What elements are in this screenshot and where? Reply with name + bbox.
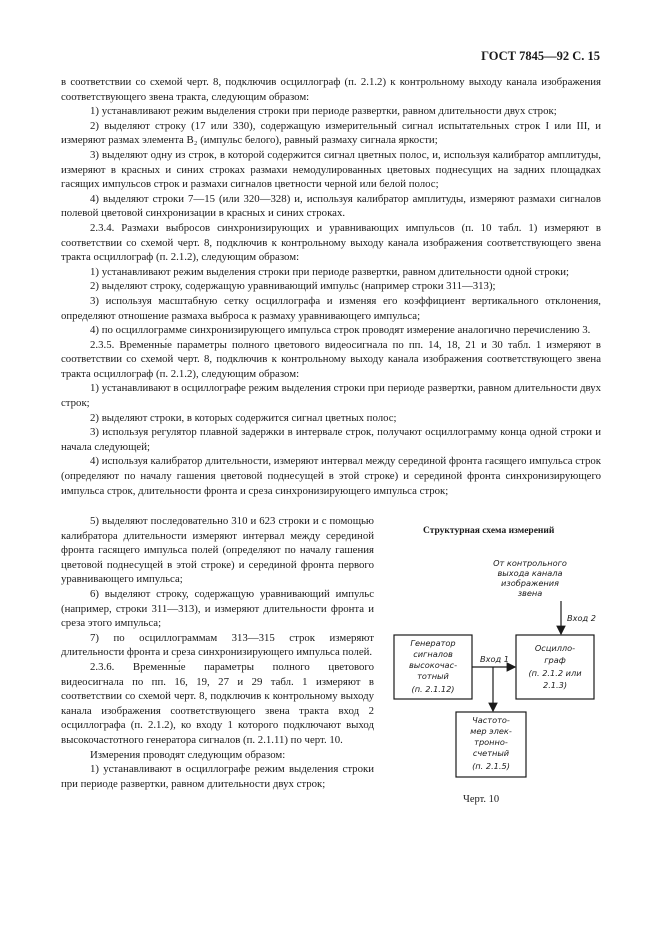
svg-text:выхода канала: выхода канала (497, 568, 563, 578)
paragraph: 1) устанавливают в осциллографе режим выделения строки при периоде развертки, равном длительности двух строк; (61, 763, 374, 790)
svg-text:Генератор: Генератор (410, 638, 456, 648)
paragraph: Измерения проводят следующим образом: (90, 748, 286, 761)
generator-label (409, 638, 457, 694)
oscillograph-label (528, 643, 582, 690)
input1-label: Вход 1 (480, 654, 509, 664)
full-width-text (61, 75, 601, 498)
svg-text:тотный: тотный (417, 671, 449, 681)
svg-text:звена: звена (517, 588, 543, 598)
figure-title: Структурная схема измерений (423, 526, 555, 536)
svg-text:мер элек-: мер элек- (470, 726, 512, 736)
measurement-diagram (380, 545, 610, 785)
paragraph: 1) устанавливают в осциллографе режим выделения строки при периоде развертки, равном длительности двух строк; (61, 382, 601, 410)
svg-text:сигналов: сигналов (413, 649, 453, 659)
svg-text:(п. 2.1.5): (п. 2.1.5) (472, 761, 510, 771)
svg-text:Осцилло-: Осцилло- (534, 643, 576, 653)
svg-text:(п. 2.1.2 или: (п. 2.1.2 или (528, 668, 582, 678)
svg-text:Частото-: Частото- (472, 715, 510, 725)
svg-text:счетный: счетный (472, 748, 510, 758)
paragraph: 1) устанавливают режим выделения строки при периоде развертки, равном длительности одной строки; (90, 265, 570, 278)
svg-text:От контрольного: От контрольного (493, 558, 567, 568)
paragraph: 2) выделяют строку (17 или 330), содержащую измерительный сигнал испытательных строк I или III, и измеряют размах элемента В₂ (импульс белого), равный размаху сигнала яркости; (61, 119, 601, 147)
frequency-counter-label (470, 715, 512, 771)
input2-label: Вход 2 (567, 613, 596, 623)
column-text (61, 514, 374, 791)
paragraph: 1) устанавливают режим выделения строки при периоде развертки, равном длительности двух строк; (90, 105, 557, 118)
paragraph: 2.3.5. Временны́е параметры полного цветового видеосигнала по пп. 14, 18, 21 и 30 табл. 1 измеряют в соответствии со схемой черт. 8, подключив к контрольному выходу канала изображения соответствующего звена тракта осциллограф (п. 2.1.2), следующим образом: (61, 338, 601, 380)
paragraph: 2) выделяют строку, содержащую уравнивающий импульс (например строки 311—313); (90, 280, 496, 293)
paragraph: 3) выделяют одну из строк, в которой содержится сигнал цветных полос, и, используя калибратор амплитуды, измеряют в красных и синих строках размахи немодулированных цветовых поднесущих на задних площадках гасящих импульсов строк и размахи сигналов цветности черной или белой полос; (61, 148, 601, 191)
paragraph: 7) по осциллограммам 313—315 строк измеряют длительности фронта и среза синхронизирующего импульса полей. (61, 631, 374, 659)
source-label (493, 558, 567, 598)
paragraph: 3) используя регулятор плавной задержки в интервале строк, получают осциллограмму конца одной строки и начала следующей; (61, 426, 601, 453)
paragraph: 2.3.4. Размахи выбросов синхронизирующих и уравнивающих импульсов (п. 10 табл. 1) измеряют в соответствии со схемой черт. 8, подключив к контрольному выходу канала изображения соответствующего звена тракта осциллограф (п. 2.1.2), следующим образом: (61, 221, 601, 264)
paragraph: 6) выделяют строку, содержащую уравнивающий импульс (например, строки 311—313), и измеряют длительности фронта и среза этого импульса; (61, 587, 374, 630)
paragraph: в соответствии со схемой черт. 8, подключив осциллограф (п. 2.1.2) к контрольному выходу канала изображения соответствующего звена тракта, следующим образом: (61, 76, 601, 103)
svg-text:высокочас-: высокочас- (408, 660, 458, 670)
page-header: ГОСТ 7845—92 С. 15 (481, 49, 600, 63)
paragraph: 4) по осциллограмме синхронизирующего импульса строк проводят измерение аналогично перечислению 3. (90, 324, 591, 337)
svg-text:изображения: изображения (501, 578, 559, 588)
svg-text:тронно-: тронно- (474, 737, 508, 747)
paragraph: 2) выделяют строки, в которых содержится сигнал цветных полос; (90, 411, 397, 424)
paragraph: 5) выделяют последовательно 310 и 623 строки и с помощью калибратора длительности измеряют интервал между серединой фронта гасящего импульса полей (определяют по началу гашения цветовой поднесущей в этой строке) и серединой фронта первого уравнивающего импульса; (61, 515, 374, 586)
figure-caption: Черт. 10 (463, 794, 500, 805)
svg-text:(п. 2.1.12): (п. 2.1.12) (411, 684, 455, 694)
paragraph: 4) выделяют строки 7—15 (или 320—328) и, используя калибратор амплитуды, измеряют размахи сигналов полевой цветовой синхронизации в красных и синих строках. (61, 192, 601, 220)
paragraph: 2.3.6. Временны́е параметры полного цветового видеосигнала по пп. 16, 19, 27 и 29 табл. 1 измеряют в соответствии со схемой черт. 8, подключив к контрольному выходу канала изображения соответствующего звена тракта вход 2 осциллографа (п. 2.1.2), ко входу 1 которого подключают выход высокочастотного генератора сигналов (п. 2.1.11) по черт. 10. (61, 660, 374, 746)
paragraph: 4) используя калибратор длительности, измеряют интервал между серединой фронта гасящего импульса строк (определяют по началу гашения цветовой поднесущей в этой строке) и серединой фронта синхронизирующего импульса строк, длительности фронта и среза синхронизирующего импульса строк; (61, 455, 601, 497)
svg-text:2.1.3): 2.1.3) (542, 680, 568, 690)
paragraph: 3) используя масштабную сетку осциллографа и изменяя его коэффициент вертикального отклонения, определяют отношение размаха выброса к размаху уравнивающего импульса; (61, 294, 601, 322)
svg-text:граф: граф (544, 655, 566, 665)
